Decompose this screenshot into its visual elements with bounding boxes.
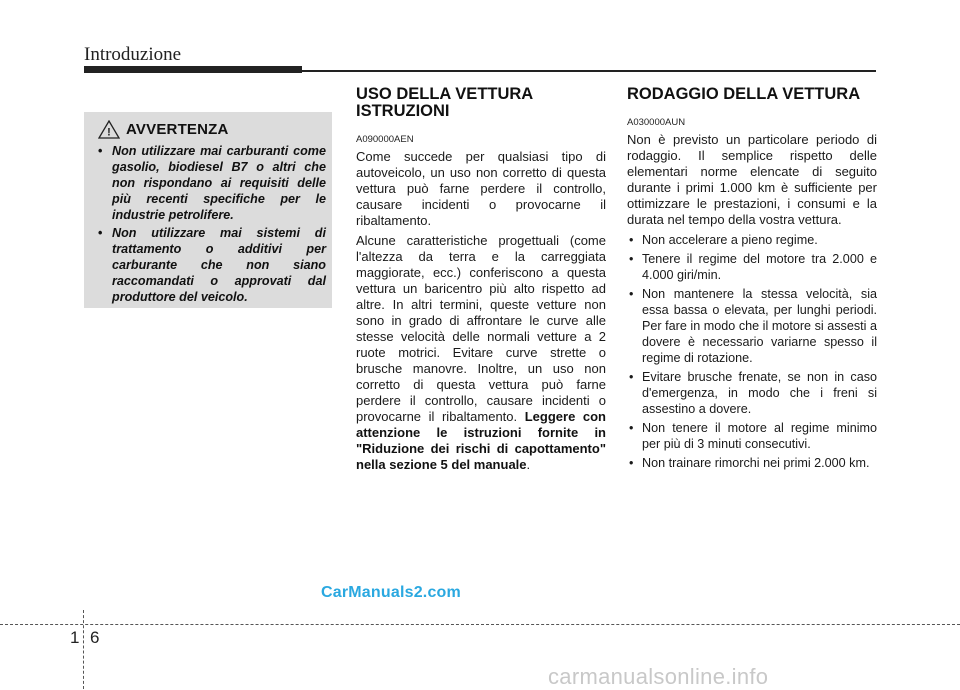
section-usage-title-line2: ISTRUZIONI	[356, 102, 450, 120]
section-usage-paragraph-2-bold: Leggere con attenzione le istruzioni fornite in "Riduzione dei rischi di capottamento" nella sezione 5 del manuale	[356, 409, 606, 472]
footer-rule	[0, 624, 960, 625]
section-usage-paragraph-2-text: Alcune caratteristiche progettuali (come l'altezza da terra e la carreggiata maggiorate, ecc.) conferiscono a questa vettura un baricentro più alto rispetto ad altre. In altri termini, queste vetture non sono in grado di affrontare le curve alle stesse velocità delle normali vetture a 2 ruote motrici. Evitare curve strette o brusche manovre. Inoltre, un uso non corretto di questa vettura può farne perdere il controllo, causare incidenti o provocarne il ribaltamento.	[356, 233, 606, 424]
page-header-title: Introduzione	[84, 44, 182, 65]
section-usage-code: A090000AEN	[356, 134, 414, 145]
section-usage-title	[356, 86, 606, 120]
warning-title: AVVERTENZA	[126, 121, 229, 138]
page-number: 6	[90, 628, 100, 647]
section-break-in-title: RODAGGIO DELLA VETTURA	[627, 85, 861, 103]
section-usage-paragraph-2-end: .	[526, 457, 531, 472]
section-usage	[356, 86, 606, 477]
warning-triangle-icon	[98, 120, 120, 139]
section-break-in-intro: Non è previsto un particolare periodo di rodaggio. Il semplice rispetto delle elementari norme elencate di seguito durante i primi 1.000 km è sufficiente per ottimizzare le prestazioni, i consumi e la durata nel tempo della vostra vettura.	[627, 132, 877, 227]
section-break-in-code: A030000AUN	[627, 117, 686, 128]
header-rule-thin	[302, 70, 876, 72]
warning-box	[84, 112, 332, 308]
warning-item: • Non utilizzare mai carburanti come gasolio, biodiesel B7 o altri che non rispondano ai requisiti delle più recenti specifiche per le industrie petrolifere.	[92, 143, 326, 223]
footer-divider	[83, 610, 84, 689]
section-break-in	[627, 86, 877, 474]
warning-header	[98, 120, 326, 139]
list-item: • Evitare brusche frenate, se non in caso d'emergenza, in modo che i freni si assestino a dovere.	[627, 369, 877, 417]
section-usage-paragraph-2	[356, 233, 606, 473]
warning-list	[92, 143, 326, 305]
section-usage-title-line1: USO DELLA VETTURA	[356, 85, 534, 103]
list-item: • Non accelerare a pieno regime.	[627, 232, 877, 248]
page-section-number: 1	[70, 628, 80, 647]
list-item: • Non trainare rimorchi nei primi 2.000 km.	[627, 455, 877, 471]
list-item: • Non tenere il motore al regime minimo per più di 3 minuti consecutivi.	[627, 420, 877, 452]
site-watermark: carmanualsonline.info	[548, 664, 769, 689]
header-rule-thick	[84, 66, 302, 73]
break-in-list	[627, 232, 877, 471]
section-usage-paragraph-1: Come succede per qualsiasi tipo di autoveicolo, un uso non corretto di questa vettura può farne perdere il controllo, causare incidenti o provocarne il ribaltamento.	[356, 149, 606, 228]
list-item: • Tenere il regime del motore tra 2.000 e 4.000 giri/min.	[627, 251, 877, 283]
list-item: • Non mantenere la stessa velocità, sia essa bassa o elevata, per lunghi periodi. Per fare in modo che il motore si assesti a dovere è necessario variarne spesso il regime di rotazione.	[627, 286, 877, 366]
warning-item: • Non utilizzare mai sistemi di trattamento o additivi per carburante che non siano raccomandati o approvati dal produttore del veicolo.	[92, 225, 326, 305]
carmanuals-watermark-link[interactable]: CarManuals2.com	[321, 584, 461, 601]
svg-text:!: !	[107, 126, 111, 139]
